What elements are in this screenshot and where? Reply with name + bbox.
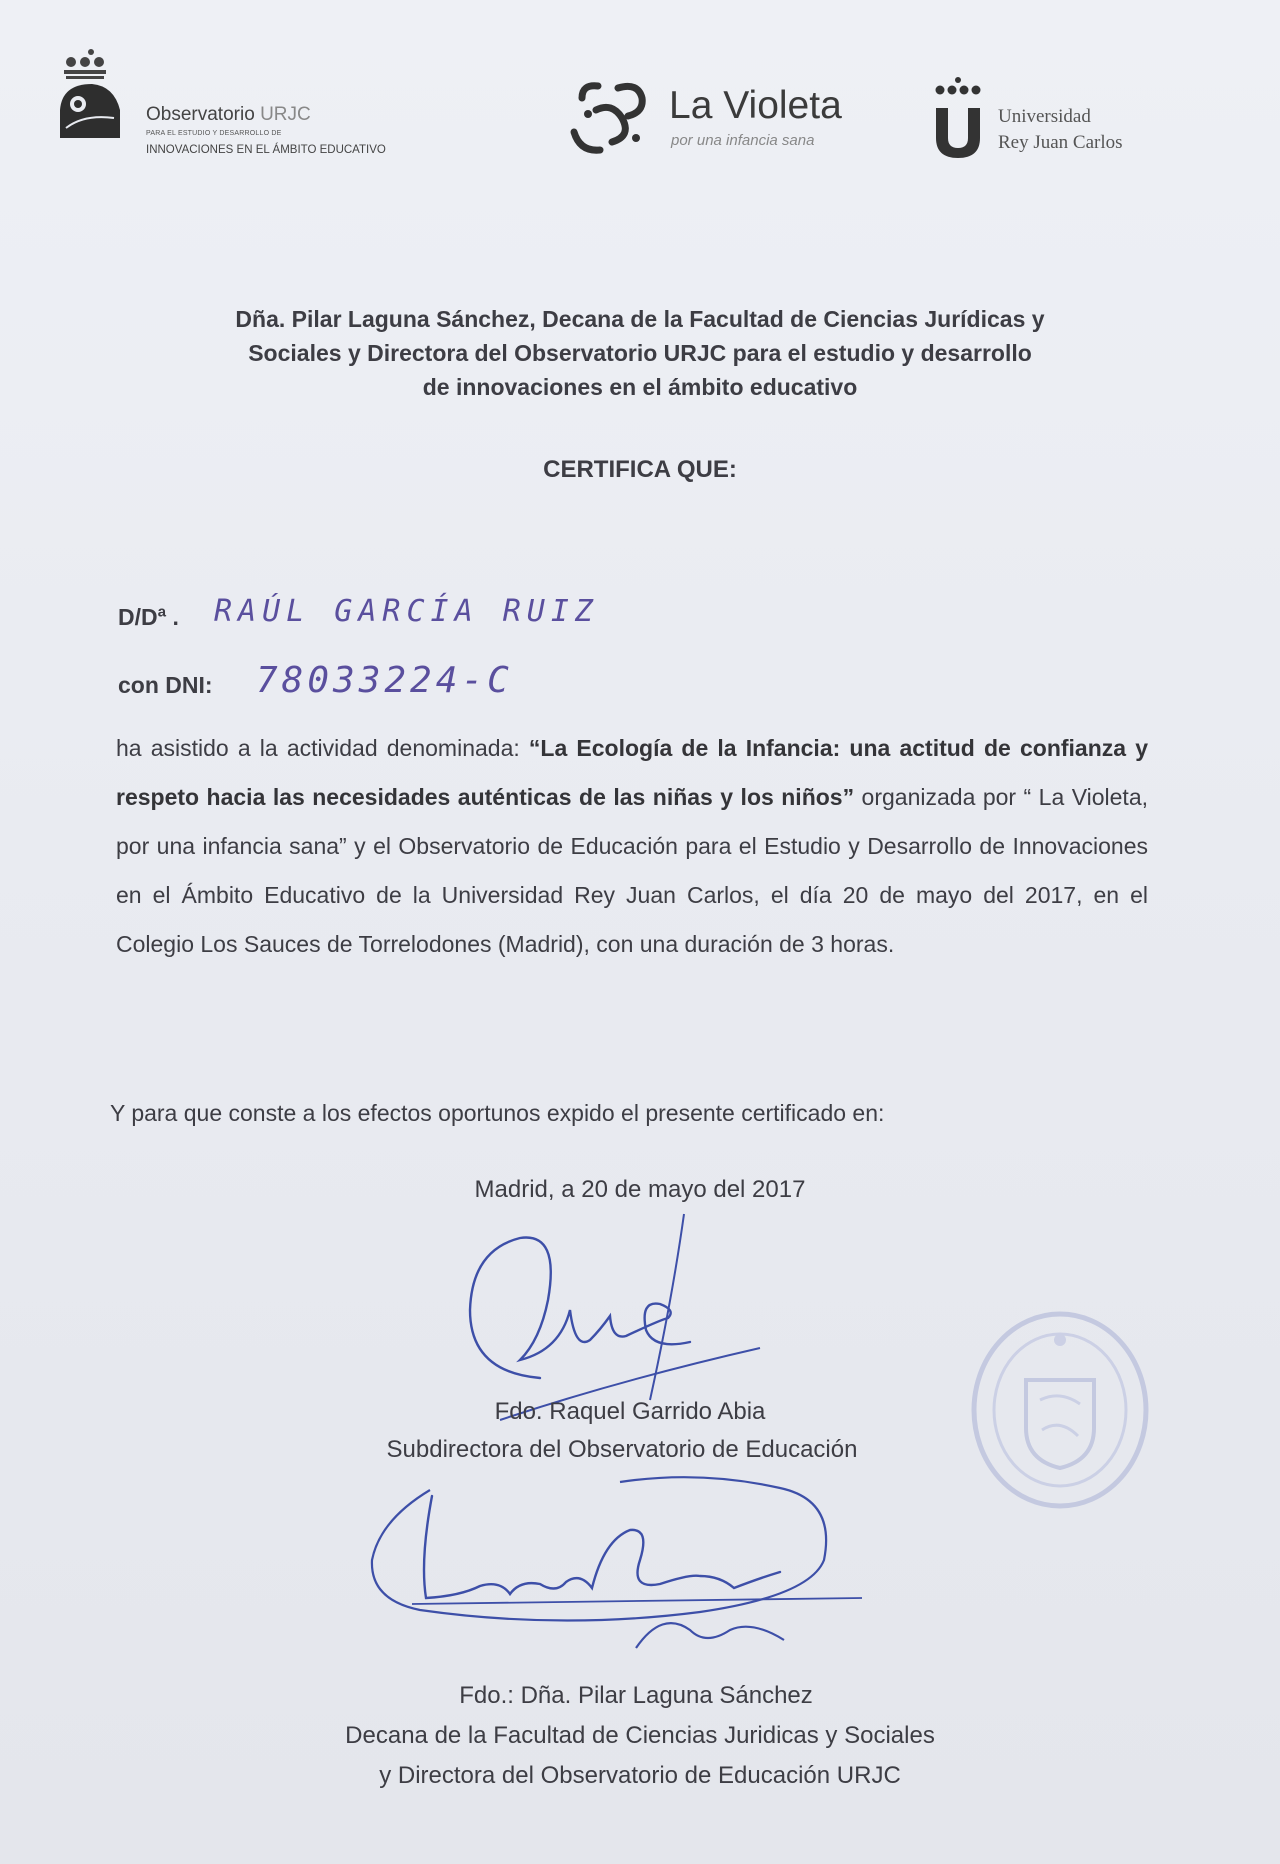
la-violeta-tagline: por una infancia sana [671, 132, 815, 149]
universidad-line2: Rey Juan Carlos [998, 132, 1123, 153]
face-swirl-icon [566, 80, 658, 160]
observatorio-subtitle-small: PARA EL ESTUDIO Y DESARROLLO DE [146, 130, 282, 137]
la-violeta-logo [566, 80, 886, 170]
attendance-paragraph [116, 724, 1148, 969]
handwritten-dni: 78033224-C [256, 660, 513, 701]
name-label: D/Dª . [118, 604, 179, 630]
place-and-date: Madrid, a 20 de mayo del 2017 [474, 1176, 806, 1203]
dni-label: con DNI: [118, 672, 213, 698]
signer2-name: Fdo.: Dña. Pilar Laguna Sánchez [459, 1682, 813, 1709]
paragraph-rest: organizada por “ La Violeta, por una infancia sana” y el Observatorio de Educación para el Estudio y Desarrollo de Innovaciones en el Ámbito Educativo de la Universidad Rey Juan Carlos, el día 20 de mayo del 2017, en el Colegio Los Sauces de Torrelodones (Madrid), con una duración de 3 horas. [116, 784, 1149, 957]
la-violeta-name: La Violeta [669, 84, 842, 127]
observatorio-logo [58, 48, 488, 168]
issuer-header-line2: Sociales y Directora del Observatorio URJC para el estudio y desarrollo [248, 340, 1032, 366]
signer2-role1: Decana de la Facultad de Ciencias Juridicas y Sociales [345, 1722, 935, 1749]
universidad-line1: Universidad [998, 106, 1091, 127]
paragraph-intro: ha asistido a la actividad denominada: [116, 735, 529, 761]
observatorio-title: Observatorio URJC [146, 104, 311, 125]
observatorio-subtitle: INNOVACIONES EN EL ÁMBITO EDUCATIVO [146, 144, 386, 156]
issuer-header-line3: de innovaciones en el ámbito educativo [422, 374, 858, 400]
signer2-role2: y Directora del Observatorio de Educación URJC [379, 1762, 901, 1789]
crowned-u-icon [930, 76, 986, 160]
activity-title: “La Ecología de la Infancia: una actitud de confianza y respeto hacia las necesidades auténticas de las niñas y los niños” [116, 735, 1148, 810]
closing-statement: Y para que conste a los efectos oportunos expido el presente certificado en: [110, 1100, 885, 1126]
signer1-name: Fdo. Raquel Garrido Abia [494, 1398, 766, 1425]
issuer-header-line1: Dña. Pilar Laguna Sánchez, Decana de la Facultad de Ciencias Jurídicas y [235, 306, 1045, 332]
handwritten-name: RAÚL GARCÍA RUIZ [214, 594, 599, 629]
signer1-role: Subdirectora del Observatorio de Educación [386, 1436, 858, 1463]
universidad-logo [930, 76, 1230, 166]
issuer-header [120, 302, 1160, 404]
crowned-emblem-icon [58, 48, 142, 168]
certifica-heading: CERTIFICA QUE: [543, 456, 737, 483]
